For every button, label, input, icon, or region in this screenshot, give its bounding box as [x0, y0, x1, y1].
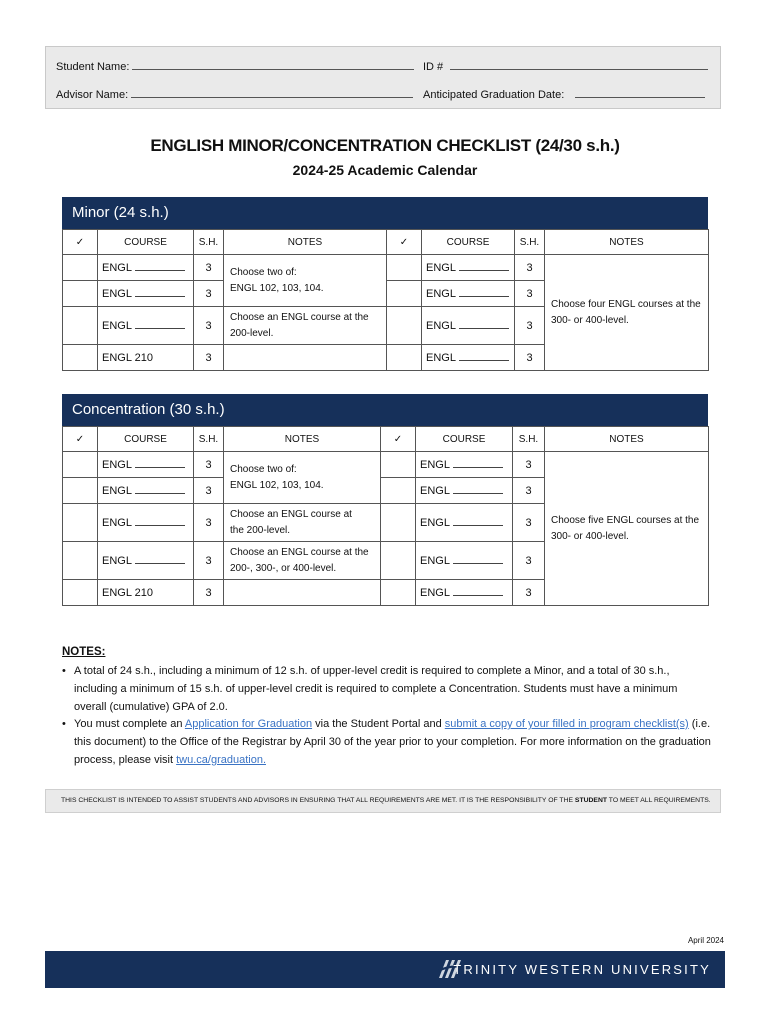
application-for-graduation-link[interactable]: Application for Graduation: [184, 718, 313, 730]
table-row: [63, 255, 709, 281]
sh-cell: 3: [194, 345, 224, 371]
disclaimer-emphasis: STUDENT: [574, 797, 608, 804]
checkbox-cell[interactable]: [63, 580, 98, 606]
university-wordmark: TRINITY WESTERN UNIVERSITY: [453, 962, 711, 977]
empty-note-cell: [224, 345, 387, 371]
check-header: ✓: [63, 230, 98, 255]
sh-cell: 3: [194, 281, 224, 307]
empty-note-cell: [224, 580, 381, 606]
minor-table: [62, 229, 709, 371]
course-cell[interactable]: ENGL: [422, 345, 515, 371]
minor-heading: Minor (24 s.h.): [62, 197, 708, 229]
course-cell[interactable]: ENGL: [98, 542, 194, 580]
course-header: COURSE: [416, 427, 513, 452]
note-cell: Choose four ENGL courses at the 300- or 400-level.: [545, 255, 709, 371]
table-row: [63, 452, 709, 478]
sh-cell: 3: [515, 255, 545, 281]
note-cell: Choose an ENGL course at the 200-level.: [224, 504, 381, 542]
notes-header: NOTES: [224, 427, 381, 452]
course-cell[interactable]: ENGL: [98, 452, 194, 478]
checkbox-cell[interactable]: [63, 452, 98, 478]
sh-header: S.H.: [515, 230, 545, 255]
checkbox-cell[interactable]: [63, 345, 98, 371]
concentration-heading: Concentration (30 s.h.): [62, 394, 708, 426]
checkbox-cell[interactable]: [387, 281, 422, 307]
sh-cell: 3: [515, 307, 545, 345]
course-cell: ENGL 210: [98, 345, 194, 371]
disclaimer-text: THIS CHECKLIST IS INTENDED TO ASSIST STUDENTS AND ADVISORS IN ENSURING THAT ALL REQUIREMENTS ARE MET. IT IS THE RESPONSIBILITY OF THE: [61, 797, 574, 804]
notes-header: NOTES: [545, 427, 709, 452]
concentration-table: [62, 426, 709, 606]
check-header: ✓: [381, 427, 416, 452]
check-header: ✓: [387, 230, 422, 255]
course-cell[interactable]: ENGL: [416, 542, 513, 580]
graduation-info-link[interactable]: twu.ca/graduation.: [176, 754, 266, 766]
sh-cell: 3: [513, 478, 545, 504]
id-label: ID #: [423, 61, 444, 73]
course-cell[interactable]: ENGL: [416, 580, 513, 606]
check-header: ✓: [63, 427, 98, 452]
course-cell[interactable]: ENGL: [416, 452, 513, 478]
table-header-row: [63, 427, 709, 452]
note-cell: Choose two of: ENGL 102, 103, 104.: [224, 452, 381, 504]
page-subtitle: 2024-25 Academic Calendar: [292, 162, 478, 178]
note-cell: Choose an ENGL course at the 200-, 300-, or 400-level.: [224, 542, 381, 580]
revision-date: April 2024: [687, 936, 724, 945]
course-cell[interactable]: ENGL: [422, 307, 515, 345]
checkbox-cell[interactable]: [63, 281, 98, 307]
course-cell: ENGL 210: [98, 580, 194, 606]
course-cell[interactable]: ENGL: [416, 504, 513, 542]
checkbox-cell[interactable]: [381, 504, 416, 542]
checkbox-cell[interactable]: [381, 580, 416, 606]
sh-cell: 3: [194, 542, 224, 580]
checkbox-cell[interactable]: [63, 255, 98, 281]
checkbox-cell[interactable]: [381, 452, 416, 478]
note-item: • You must complete an Application for Graduation via the Student Portal and submit a copy of your filled in program checklist(s) (i.e. this document) to the Office of the Registrar by April 30 of the year prior to your completion. For more information on the graduation process, please visit twu.ca/graduation.: [62, 715, 712, 769]
advisor-name-field[interactable]: [131, 87, 413, 98]
checkbox-cell[interactable]: [63, 307, 98, 345]
course-cell[interactable]: ENGL: [98, 255, 194, 281]
student-name-label: Student Name:: [56, 61, 130, 73]
sh-cell: 3: [194, 580, 224, 606]
grad-date-label: Anticipated Graduation Date:: [423, 89, 565, 101]
sh-cell: 3: [513, 504, 545, 542]
checkbox-cell[interactable]: [381, 542, 416, 580]
sh-cell: 3: [194, 307, 224, 345]
sh-cell: 3: [513, 452, 545, 478]
sh-header: S.H.: [513, 427, 545, 452]
sh-header: S.H.: [194, 427, 224, 452]
course-cell[interactable]: ENGL: [422, 281, 515, 307]
sh-cell: 3: [513, 580, 545, 606]
sh-cell: 3: [194, 504, 224, 542]
note-cell: Choose five ENGL courses at the 300- or 400-level.: [545, 452, 709, 606]
disclaimer-text-end: TO MEET ALL REQUIREMENTS.: [608, 797, 711, 804]
checkbox-cell[interactable]: [63, 542, 98, 580]
course-cell[interactable]: ENGL: [416, 478, 513, 504]
notes-heading: NOTES:: [62, 646, 106, 658]
advisor-name-label: Advisor Name:: [56, 89, 129, 101]
concentration-section: [62, 394, 708, 606]
checkbox-cell[interactable]: [381, 478, 416, 504]
note-cell: Choose an ENGL course at the 200-level.: [224, 307, 387, 345]
sh-cell: 3: [515, 345, 545, 371]
sh-cell: 3: [194, 452, 224, 478]
course-header: COURSE: [98, 230, 194, 255]
sh-header: S.H.: [194, 230, 224, 255]
student-name-field[interactable]: [132, 59, 414, 70]
minor-section: [62, 197, 708, 371]
sh-cell: 3: [515, 281, 545, 307]
checkbox-cell[interactable]: [63, 478, 98, 504]
checkbox-cell[interactable]: [63, 504, 98, 542]
page-title: ENGLISH MINOR/CONCENTRATION CHECKLIST (24/30 s.h.): [150, 136, 620, 155]
checkbox-cell[interactable]: [387, 345, 422, 371]
disclaimer-box: [45, 789, 721, 813]
note-item: • A total of 24 s.h., including a minimum of 12 s.h. of upper-level credit is required to complete a Minor, and a total of 30 s.h., including a minimum of 15 s.h. of upper-level credit is required to complete a Concentration. Students must have a minimum overall (cumulative) GPA of 2.0.: [62, 662, 712, 716]
course-cell[interactable]: ENGL: [98, 478, 194, 504]
student-info-box: [45, 46, 721, 109]
course-cell[interactable]: ENGL: [98, 307, 194, 345]
sh-cell: 3: [194, 255, 224, 281]
submit-checklist-link[interactable]: submit a copy of your filled in program checklist(s): [444, 718, 689, 730]
course-cell[interactable]: ENGL: [98, 281, 194, 307]
sh-cell: 3: [513, 542, 545, 580]
note-cell: Choose two of: ENGL 102, 103, 104.: [224, 255, 387, 307]
id-field[interactable]: [450, 59, 708, 70]
course-header: COURSE: [98, 427, 194, 452]
checkbox-cell[interactable]: [387, 307, 422, 345]
table-header-row: [63, 230, 709, 255]
course-header: COURSE: [422, 230, 515, 255]
footer-bar: [45, 951, 725, 988]
course-cell[interactable]: ENGL: [422, 255, 515, 281]
notes-header: NOTES: [545, 230, 709, 255]
grad-date-field[interactable]: [575, 87, 705, 98]
course-cell[interactable]: ENGL: [98, 504, 194, 542]
checkbox-cell[interactable]: [387, 255, 422, 281]
notes-header: NOTES: [224, 230, 387, 255]
sh-cell: 3: [194, 478, 224, 504]
notes-list: [62, 662, 712, 769]
